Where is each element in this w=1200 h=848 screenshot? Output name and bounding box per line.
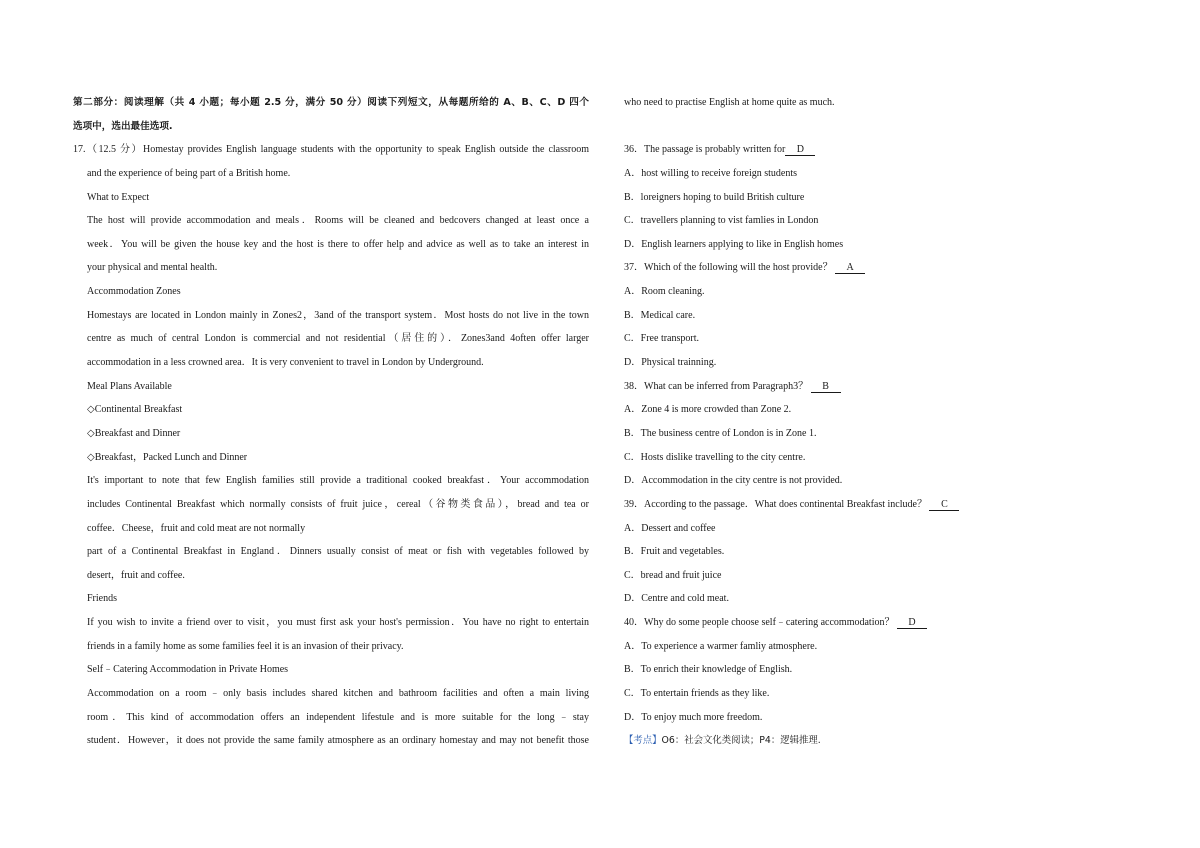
paragraph-1-line-2: week．You will be given the house key and the host is there to offer help and advice as well as to take an interest in (87, 238, 589, 250)
option-a: A．Dessert and coffee (624, 522, 716, 534)
option-c: C．Free transport. (624, 333, 699, 345)
heading-what-to-expect: What to Expect (87, 191, 150, 203)
passage-intro-line-2: and the experience of being part of a British home. (87, 167, 291, 179)
paragraph-4-line-2: friends in a family home as some families feel it is an invasion of their privacy. (87, 640, 404, 652)
option-d: D．Accommodation in the city centre is not provided. (624, 475, 843, 487)
option-d: D．English learners applying to like in English homes (624, 238, 844, 250)
question-stem-text: 36．The passage is probably written for (624, 144, 786, 156)
heading-friends: Friends (87, 593, 117, 605)
paragraph-2-line-2: centre as much of central London is commercial and not residential（居住的）．Zones3and 4often offer larger (87, 333, 589, 345)
answer-blank: D (785, 144, 815, 156)
section-header-line-1: 第二部分：阅读理解（共 4 小题；每小题 2.5 分，满分 50 分）阅读下列短文，从每题所给的 A、B、C、D 四个 (73, 97, 589, 108)
answer-blank: C (929, 499, 959, 511)
heading-self-catering: Self﹣Catering Accommodation in Private Homes (87, 664, 289, 676)
option-c: C．travellers planning to vist famlies in London (624, 215, 819, 227)
option-c: C．To entertain friends as they like. (624, 688, 770, 700)
option-a: A．To experience a warmer famliy atmosphere. (624, 640, 818, 652)
option-a: A．Room cleaning. (624, 286, 705, 298)
paragraph-3-line-3: coffee．Cheese，fruit and cold meat are not normally (87, 522, 306, 534)
paragraph-3-line-2: includes Continental Breakfast which normally consists of fruit juice，cereal（谷物类食品），bread and tea or (87, 498, 589, 510)
option-b: B．The business centre of London is in Zone 1. (624, 427, 817, 439)
paragraph-2-line-3: accommodation in a less crowned area．It is very convenient to travel in London by Underground. (87, 357, 484, 369)
paragraph-5-line-1: Accommodation on a room﹣only basis includes shared kitchen and bathroom facilities and often a main living (87, 688, 589, 700)
question-39-stem (624, 493, 1124, 517)
paragraph-3-line-5: desert，fruit and coffee. (87, 569, 185, 581)
paragraph-5-line-4: who need to practise English at home quite as much. (624, 97, 835, 108)
option-d: D．To enjoy much more freedom. (624, 711, 763, 723)
meal-plan-item: ◇Continental Breakfast (87, 404, 183, 416)
answer-blank: A (835, 262, 865, 274)
passage-intro-line-1: 17.（12.5 分）Homestay provides English language students with the opportunity to speak English outside the classroom (73, 144, 589, 156)
heading-meal-plans: Meal Plans Available (87, 380, 172, 392)
paragraph-4-line-1: If you wish to invite a friend over to visit，you must first ask your host's permission．You have no right to entertain (87, 617, 589, 629)
paragraph-3-line-1: It's important to note that few English families still provide a traditional cooked breakfast．Your accommodation (87, 475, 589, 487)
paragraph-1-line-3: your physical and mental health. (87, 262, 218, 274)
meal-plan-item: ◇Breakfast，Packed Lunch and Dinner (87, 451, 248, 463)
option-b: B．loreigners hoping to build British culture (624, 191, 805, 203)
meal-plan-item: ◇Breakfast and Dinner (87, 427, 181, 439)
paragraph-3-line-4: part of a Continental Breakfast in England．Dinners usually consist of meat or fish with vegetables followed by (87, 546, 589, 558)
option-d: D．Centre and cold meat. (624, 593, 729, 605)
paragraph-5-line-3: student．However，it does not provide the same family atmosphere as an ordinary homestay and may not benefit those (87, 735, 589, 747)
keypoint-line (624, 729, 1124, 753)
question-38-stem (624, 375, 1124, 399)
option-b: B．To enrich their knowledge of English. (624, 664, 793, 676)
heading-accommodation-zones: Accommodation Zones (87, 286, 181, 298)
option-b: B．Fruit and vegetables. (624, 546, 725, 558)
question-stem-text: 37．Which of the following will the host provide？ (624, 262, 833, 274)
option-c: C．Hosts dislike travelling to the city centre. (624, 451, 806, 463)
question-stem-text: 38．What can be inferred from Paragraph3？ (624, 380, 809, 392)
answer-blank: D (897, 617, 927, 629)
option-d: D．Physical trainning. (624, 357, 717, 369)
section-header-line-2: 选项中，选出最佳选项. (73, 120, 173, 132)
question-stem-text: 39．According to the passage．What does continental Breakfast include？ (624, 498, 927, 510)
question-40-stem (624, 611, 1124, 635)
option-a: A．Zone 4 is more crowded than Zone 2. (624, 404, 792, 416)
answer-blank: B (811, 381, 841, 393)
option-a: A．host willing to receive foreign students (624, 167, 798, 179)
option-c: C．bread and fruit juice (624, 569, 722, 581)
question-36-stem (624, 138, 1124, 162)
question-stem-text: 40．Why do some people choose self﹣catering accommodation？ (624, 617, 895, 629)
option-b: B．Medical care. (624, 309, 696, 321)
paragraph-1-line-1: The host will provide accommodation and meals．Rooms will be cleaned and bedcovers changed at least once a (87, 215, 589, 227)
keypoint-label: 【考点】 (624, 735, 662, 747)
keypoint-text: O6：社会文化类阅读；P4：逻辑推理. (661, 735, 821, 747)
paragraph-5-line-2: room．This kind of accommodation offers an independent lifestule and is more suitable for the long﹣stay (87, 711, 589, 723)
right-column (624, 91, 1124, 753)
paragraph-2-line-1: Homestays are located in London mainly in Zones2，3and of the transport system．Most hosts do not live in the town (87, 309, 589, 321)
question-37-stem (624, 256, 1124, 280)
left-column (73, 91, 589, 753)
